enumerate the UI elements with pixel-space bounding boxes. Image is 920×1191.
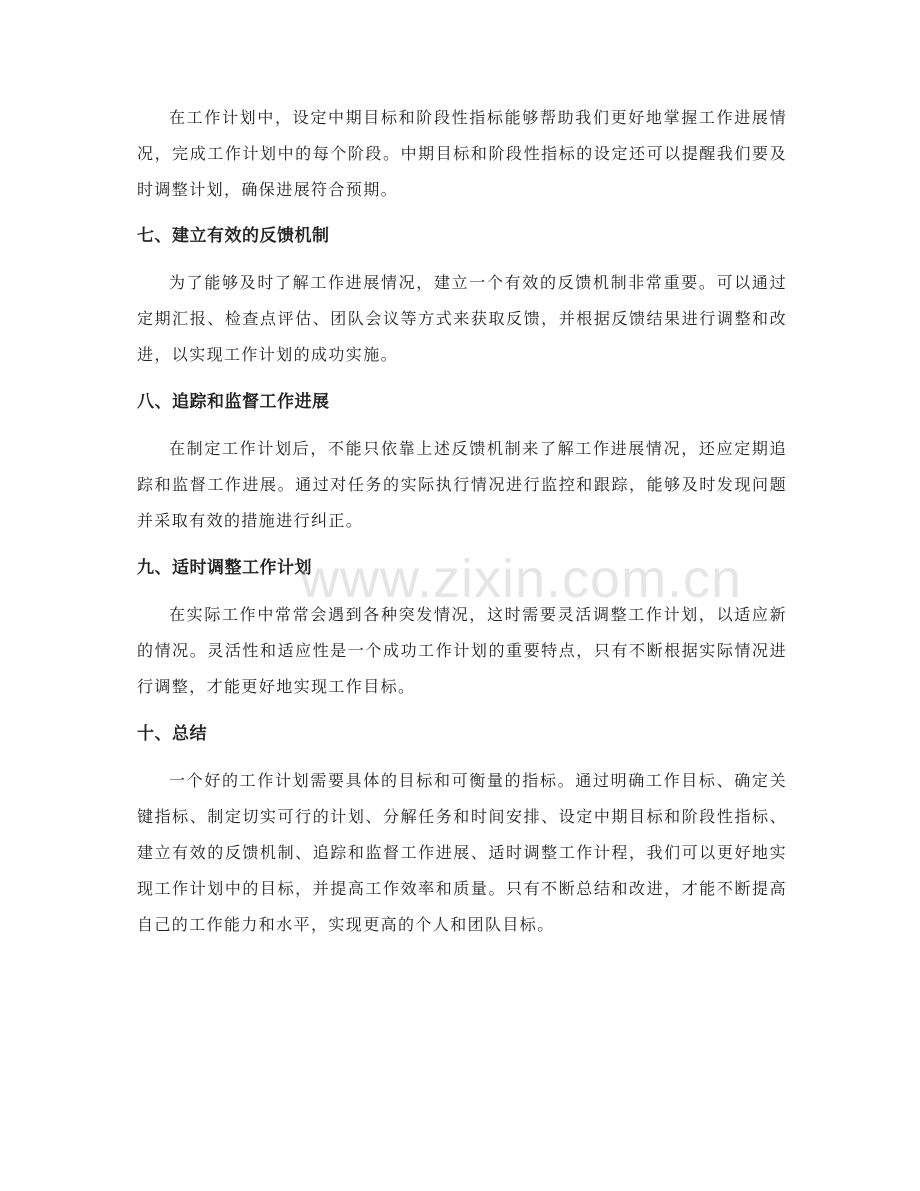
section-heading-9: 九、适时调整工作计划	[137, 558, 312, 578]
section-paragraph-7: 为了能够及时了解工作进展情况，建立一个有效的反馈机制非常重要。可以通过定期汇报、检查点评估、团队会议等方式来获取反馈，并根据反馈结果进行调整和改进，以实现工作计划的成功实施。	[137, 273, 787, 364]
watermark: www.zixin.com.cn	[300, 549, 743, 609]
section-heading-10: 十、总结	[137, 724, 207, 744]
section-heading-8: 八、追踪和监督工作进展	[137, 392, 330, 412]
document-page	[137, 100, 787, 943]
section-paragraph-9: 在实际工作中常常会遇到各种突发情况，这时需要灵活调整工作计划，以适应新的情况。灵活性和适应性是一个成功工作计划的重要特点，只有不断根据实际情况进行调整，才能更好地实现工作目标。	[137, 605, 787, 696]
intro-paragraph: 在工作计划中，设定中期目标和阶段性指标能够帮助我们更好地掌握工作进展情况，完成工作计划中的每个阶段。中期目标和阶段性指标的设定还可以提醒我们要及时调整计划，确保进展符合预期。	[137, 108, 787, 199]
section-paragraph-8: 在制定工作计划后，不能只依靠上述反馈机制来了解工作进展情况，还应定期追踪和监督工作进展。通过对任务的实际执行情况进行监控和跟踪，能够及时发现问题并采取有效的措施进行纠正。	[137, 439, 787, 530]
section-paragraph-10: 一个好的工作计划需要具体的目标和可衡量的指标。通过明确工作目标、确定关键指标、制定切实可行的计划、分解任务和时间安排、设定中期目标和阶段性指标、建立有效的反馈机制、追踪和监督工作进展、适时调整工作计程，我们可以更好地实现工作计划中的目标，并提高工作效率和质量。只有不断总结和改进，才能不断提高自己的工作能力和水平，实现更高的个人和团队目标。	[137, 771, 787, 934]
section-heading-7: 七、建立有效的反馈机制	[137, 226, 330, 246]
